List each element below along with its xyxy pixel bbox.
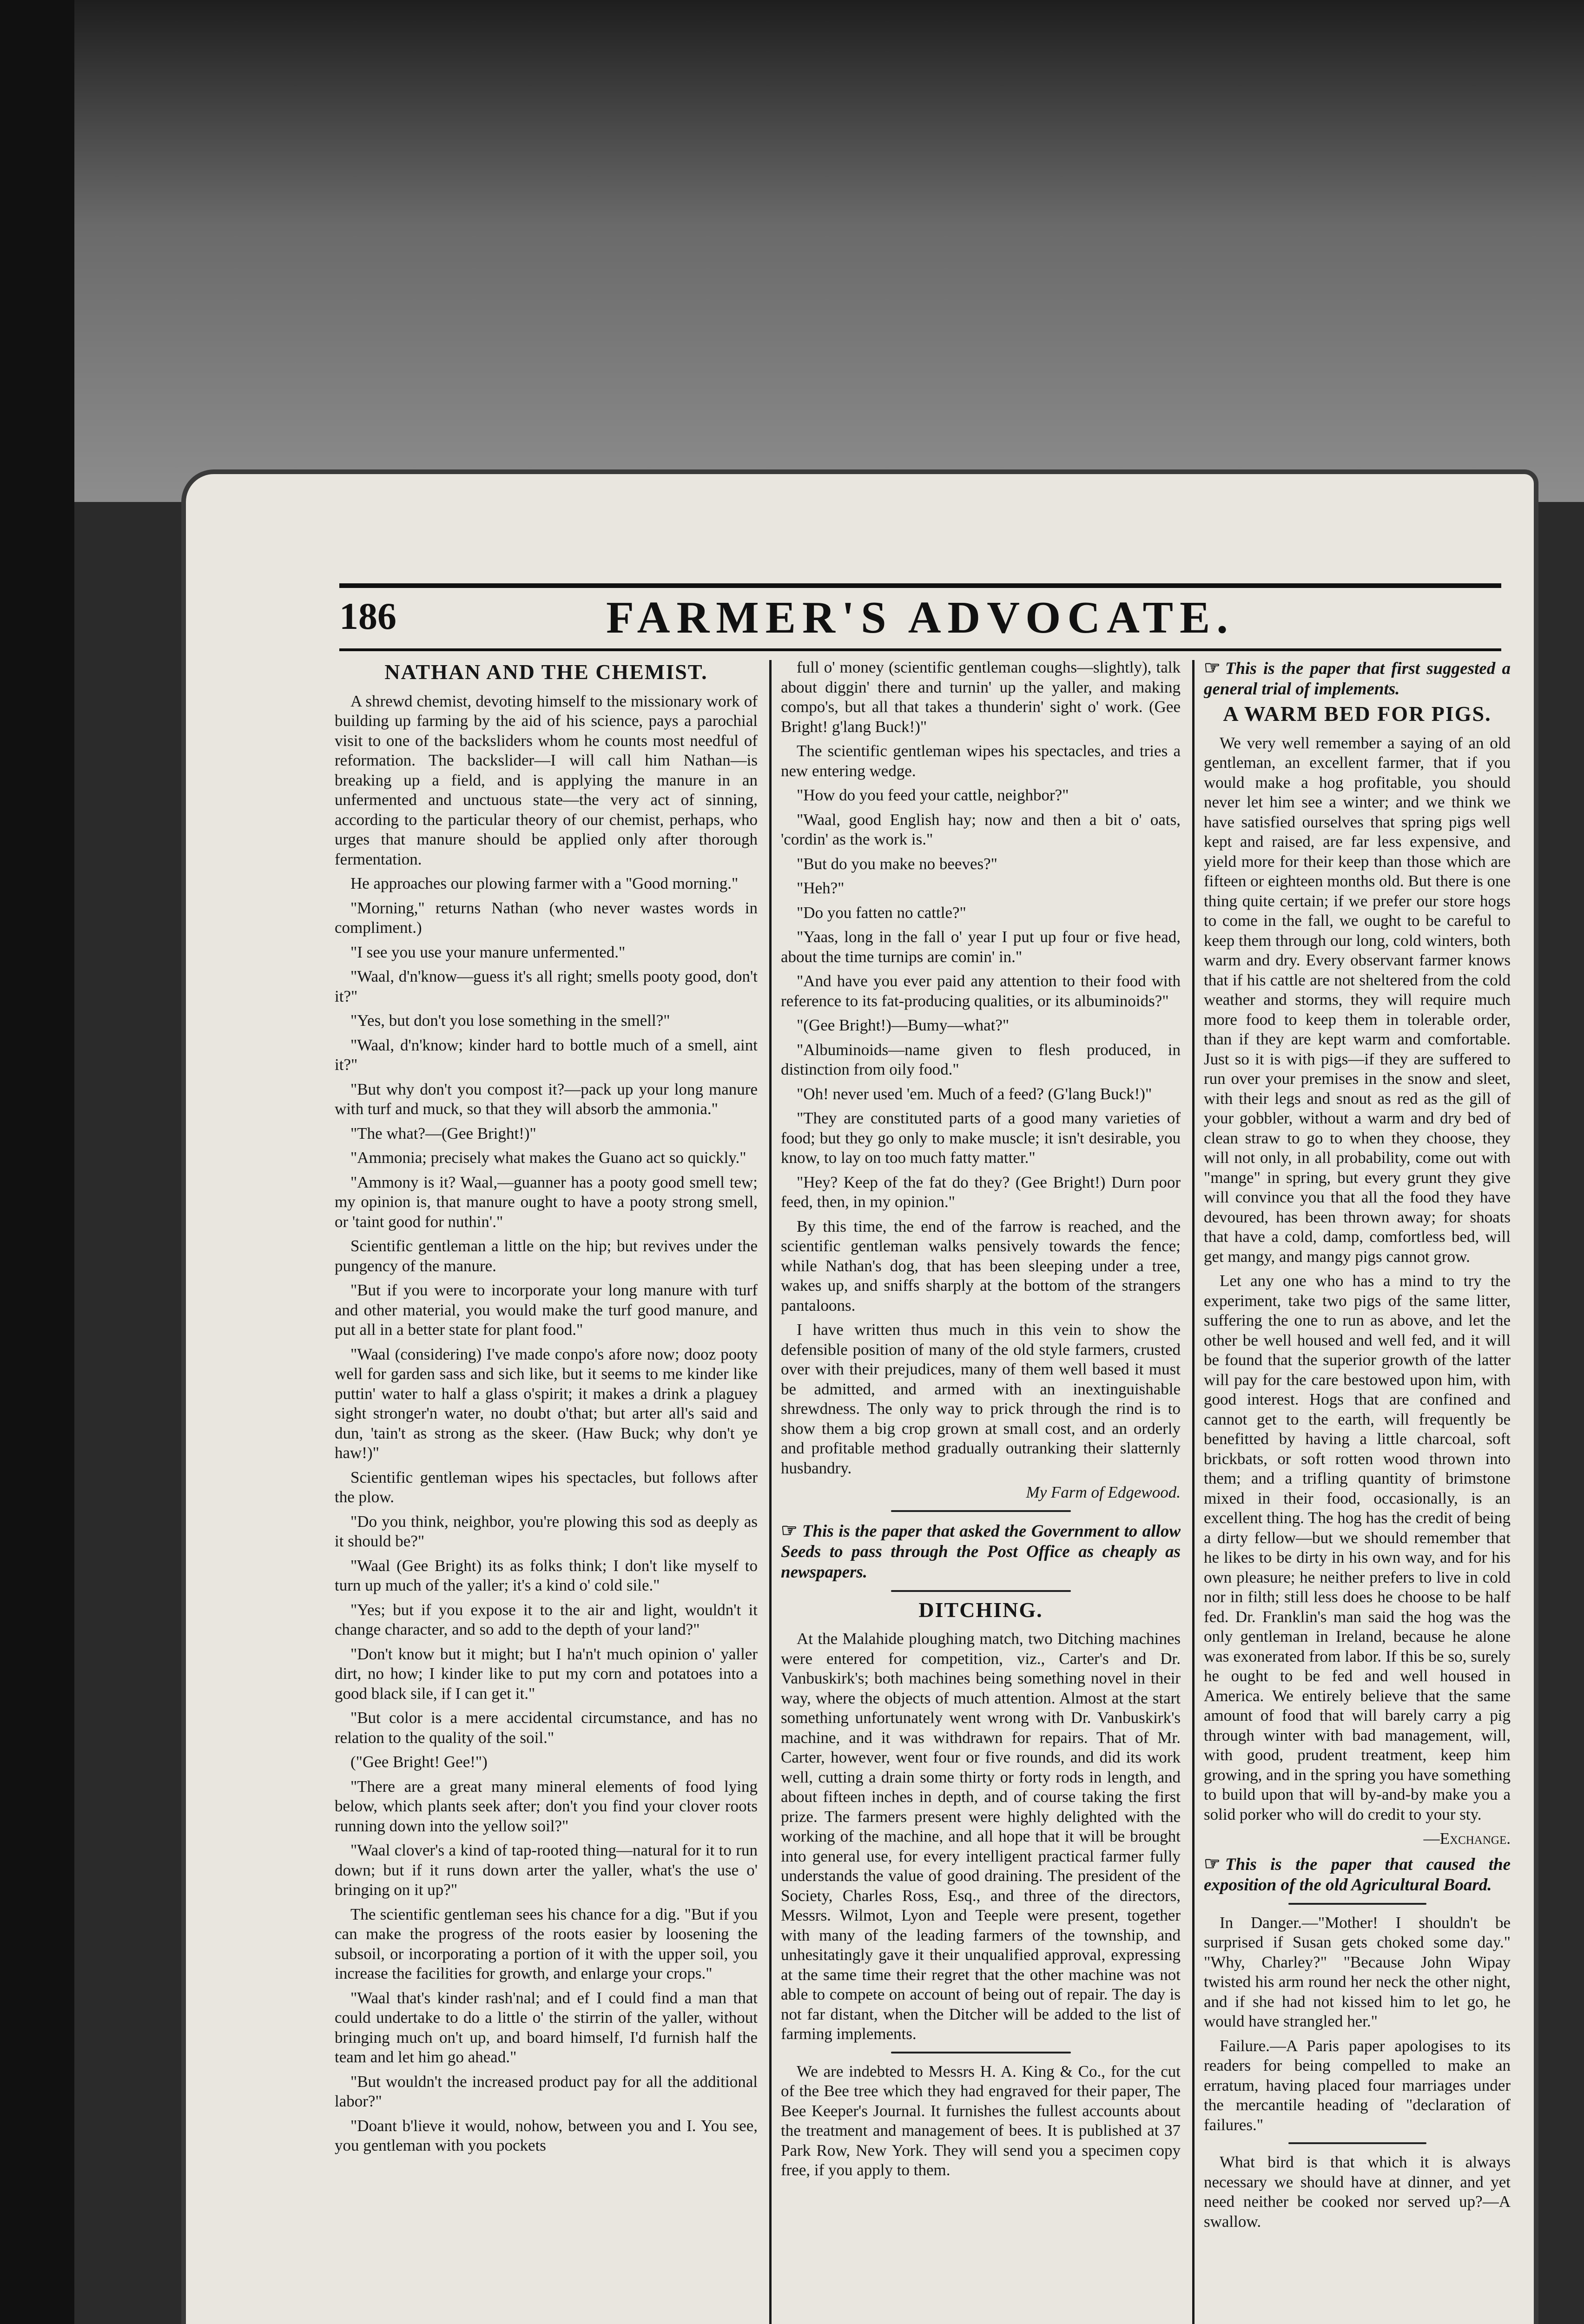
column-rule bbox=[1192, 660, 1195, 2324]
pointing-hand-icon: ☞ bbox=[1204, 1853, 1221, 1874]
separator bbox=[891, 1510, 1071, 1512]
article-paragraph: "Albuminoids—name given to flesh produced, in distinction from oily food." bbox=[781, 1040, 1181, 1078]
article-paragraph: "But do you make no beeves?" bbox=[797, 854, 997, 873]
article-paragraph: By this time, the end of the farrow is reached, and the scientific gentleman walks pensively towards the fence; while Nathan's dog, that has been sleeping under a tree, wakes up, and sniffs sharply at the bottom of the strangers pantaloons. bbox=[781, 1217, 1181, 1314]
article-paragraph: "Heh?" bbox=[797, 879, 845, 897]
article-body bbox=[335, 692, 758, 2156]
article-paragraph: "Yes; but if you expose it to the air and light, wouldn't it change character, and so add to the depth of your land?" bbox=[335, 1600, 758, 1638]
article-paragraph: The scientific gentleman wipes his spectacles, and tries a new entering wedge. bbox=[781, 742, 1181, 780]
article-paragraph: I have written thus much in this vein to show the defensible position of many of the old style farmers, crusted over with their prejudices, many of them well based it must be admitted, and armed with an inextinguishable shrewdness. The only way to prick through the rind is to show them a big crop grown at small cost, and an orderly and profitable method gradually outranking their slatternly husbandry. bbox=[781, 1320, 1181, 1477]
article-paragraph: "Waal that's kinder rash'nal; and ef I could find a man that could undertake to do a little o' the stirrin of the yaller, without bringing much on't up, and board himself, I'd furnish half the team and let him go ahead." bbox=[335, 1988, 758, 2066]
article-paragraph: "Waal (considering) I've made conpo's afore now; dooz pooty well for garden sass and sich like, but it seems to me kinder like puttin' water to half a glass o'spirit; it makes a drink a plaguey sight stronger'n water, no doubt o'that; but arter all's said and dun, 'tain't as strong as the skeer. (Haw Buck; why don't ye haw!)" bbox=[335, 1345, 758, 1462]
article-signoff: My Farm of Edgewood. bbox=[1026, 1483, 1181, 1501]
article-paragraph: "But wouldn't the increased product pay for all the additional labor?" bbox=[335, 2072, 758, 2110]
article-paragraph: "Waal clover's a kind of tap-rooted thing—natural for it to run down; but if it runs down arter the yaller, what's the use o' bringing on it up?" bbox=[335, 1841, 758, 1899]
notice-board: ☞ This is the paper that caused the exposition of the old Agricultural Board. bbox=[1204, 1853, 1511, 1895]
article-paragraph: "Yes, but don't you lose something in the smell?" bbox=[350, 1011, 670, 1030]
article-paragraph: "Don't know but it might; but I ha'n't much opinion o' yaller dirt, no how; I kinder like to put my corn and potatoes into a good black sile, if I can get it." bbox=[335, 1644, 758, 1703]
paper-title: FARMER'S ADVOCATE. bbox=[606, 593, 1234, 643]
article-body bbox=[1204, 733, 1511, 1825]
article-paragraph: "Ammonia; precisely what makes the Guano act so quickly." bbox=[350, 1149, 746, 1167]
column-middle bbox=[781, 658, 1181, 2324]
article-paragraph: A shrewd chemist, devoting himself to the missionary work of building up farming by the aid of his science, pays a parochial visit to one of the backsliders whom he counts most needful of reformation. The backslider—I will call him Nathan—is breaking up a field, and is applying the manure in an unfermented and unctuous state—the very act of sinning, according to the particular theory of our chemist, perhaps, who urges that manure should be applied only after thorough fermentation. bbox=[335, 692, 758, 868]
article-paragraph: "Ammony is it? Waal,—guanner has a pooty good smell tew; my opinion is, that manure ought to have a pooty strong smell, or 'taint good for nuthin'." bbox=[335, 1173, 758, 1231]
article-paragraph: "Yaas, long in the fall o' year I put up four or five head, about the time turnips are comin' in." bbox=[781, 928, 1181, 966]
separator bbox=[1288, 1903, 1426, 1905]
article-paragraph: Scientific gentleman wipes his spectacles, but follows after the plow. bbox=[335, 1468, 758, 1506]
article-paragraph: "But why don't you compost it?—pack up your long manure with turf and muck, so that they will absorb the ammonia." bbox=[335, 1080, 758, 1118]
article-paragraph: We are indebted to Messrs H. A. King & Co., for the cut of the Bee tree which they had engraved for their paper, The Bee Keeper's Journal. It furnishes the fullest accounts about the treatment and management of bees. It is published at 37 Park Row, New York. They will send you a specimen copy free, if you apply to them. bbox=[781, 2062, 1181, 2179]
article-heading: A WARM BED FOR PIGS. bbox=[1223, 702, 1492, 726]
article-paragraph: "Waal (Gee Bright) its as folks think; I don't like myself to turn up much of the yaller; it's a kind o' cold sile." bbox=[335, 1556, 758, 1594]
article-paragraph: "Hey? Keep of the fat do they? (Gee Bright!) Durn poor feed, then, in my opinion." bbox=[781, 1173, 1181, 1211]
separator bbox=[891, 2052, 1071, 2053]
article-paragraph: ("Gee Bright! Gee!") bbox=[350, 1753, 488, 1771]
article-paragraph: "But color is a mere accidental circumstance, and has no relation to the quality of the soil." bbox=[335, 1709, 758, 1747]
page-number: 186 bbox=[339, 595, 396, 637]
article-signoff: —Exchange. bbox=[1423, 1829, 1511, 1848]
article-paragraph: "The what?—(Gee Bright!)" bbox=[350, 1124, 536, 1142]
article-heading: NATHAN AND THE CHEMIST. bbox=[384, 660, 708, 684]
article-paragraph: "Waal, d'n'know; kinder hard to bottle much of a smell, aint it?" bbox=[335, 1036, 758, 1074]
film-backdrop bbox=[0, 0, 1584, 502]
article-paragraph: In Danger.—"Mother! I shouldn't be surprised if Susan gets choked some day." "Why, Charley?" "Because John Wipay twisted his arm round her neck the other night, and if she had not kissed him to let go, he would have strangled her." bbox=[1204, 1913, 1511, 2030]
article-paragraph: "There are a great many mineral elements of food lying below, which plants seek after; don't you find your clover roots running down into the yellow soil?" bbox=[335, 1777, 758, 1835]
column-rule bbox=[769, 660, 772, 2324]
article-body bbox=[781, 658, 1181, 1478]
article-paragraph: "I see you use your manure unfermented." bbox=[350, 943, 626, 961]
article-paragraph: Scientific gentleman a little on the hip; but revives under the pungency of the manure. bbox=[335, 1237, 758, 1275]
article-paragraph: "(Gee Bright!)—Bumy—what?" bbox=[797, 1016, 1010, 1034]
article-paragraph: full o' money (scientific gentleman coughs—slightly), talk about diggin' there and turnin' up the yaller, and making compo's, but all that takes a thunderin' sight o' work. (Gee Bright! g'lang Buck!)" bbox=[781, 658, 1181, 736]
article-paragraph: "Waal, d'n'know—guess it's all right; smells pooty good, don't it?" bbox=[335, 967, 758, 1005]
article-heading: DITCHING. bbox=[918, 1598, 1043, 1622]
separator bbox=[891, 1590, 1071, 1592]
separator bbox=[1288, 2142, 1426, 2144]
article-paragraph: "Doant b'lieve it would, nohow, between you and I. You see, you gentleman with you pockets bbox=[335, 2116, 758, 2154]
notice-seeds: ☞ This is the paper that asked the Government to allow Seeds to pass through the Post Office as cheaply as newspapers. bbox=[781, 1519, 1181, 1582]
masthead bbox=[339, 583, 1501, 651]
article-paragraph: The scientific gentleman sees his chance for a dig. "But if you can make the progress of the roots easier by loosening the subsoil, or incorporating a portion of it with the upper soil, you increase the facilities for growth, and enlarge your crops." bbox=[335, 1905, 758, 1982]
article-paragraph: "Do you think, neighbor, you're plowing this sod as deeply as it should be?" bbox=[335, 1512, 758, 1550]
article-paragraph: Let any one who has a mind to try the experiment, take two pigs of the same litter, suffering the one to run as above, and let the other be well housed and well fed, and it will be found that the superior growth of the latter will pay for the care bestowed upon him, with good interest. Hogs that are confined and cannot get to the earth, will frequently be benefitted by having a little charcoal, soft brickbats, or soft rotten wood thrown into them; and a trifling quantity of brimstone mixed in their food, occasionally, is an excellent thing. The hog has the credit of being a dirty fellow—but we should remember that he likes to be dirty in his own way, and for his own pleasure; he neither prefers to live in cold nor in filth; still less does he choose to be half fed. Dr. Franklin's man said the hog was the only gentleman in Ireland, because he alone was exonerated from labor. If this be so, surely he ought to be fed and well housed in America. We entirely believe that the same amount of food that will barely carry a pig through winter with bad management, will, with good, prudent treatment, keep him growing, and in the spring you have something to build upon that will by-and-by make you a solid porker who will do credit to your sty. bbox=[1204, 1272, 1511, 1823]
article-paragraph: What bird is that which it is always necessary we should have at dinner, and yet need neither be cooked nor served up?—A swallow. bbox=[1204, 2153, 1511, 2231]
article-paragraph: Failure.—A Paris paper apologises to its readers for being compelled to make an erratum, having placed four marriages under the mercantile heading of "declaration of failures." bbox=[1204, 2036, 1511, 2134]
article-paragraph: "But if you were to incorporate your long manure with turf and other material, you would make the turf good manure, and put all in a better state for plant food." bbox=[335, 1281, 758, 1339]
notice-implements: ☞ This is the paper that first suggested a general trial of implements. bbox=[1204, 658, 1511, 699]
article-paragraph: "Oh! never used 'em. Much of a feed? (G'lang Buck!)" bbox=[797, 1084, 1152, 1103]
article-paragraph: "How do you feed your cattle, neighbor?" bbox=[797, 786, 1069, 804]
newspaper-page bbox=[186, 474, 1534, 2324]
pointing-hand-icon: ☞ bbox=[781, 1519, 798, 1541]
column-nathan-and-chemist bbox=[335, 658, 758, 2324]
article-paragraph: "And have you ever paid any attention to their food with reference to its fat-producing qualities, or its albuminoids?" bbox=[781, 972, 1181, 1010]
article-paragraph: He approaches our plowing farmer with a "Good morning." bbox=[350, 874, 739, 892]
article-paragraph: "Waal, good English hay; now and then a bit o' oats, 'cordin' as the work is." bbox=[781, 810, 1181, 848]
article-paragraph: "They are constituted parts of a good many varieties of food; but they go only to make muscle; it isn't desirable, you know, to lay on too much fatty matter." bbox=[781, 1109, 1181, 1167]
column-warm-bed bbox=[1204, 658, 1511, 2324]
article-paragraph: We very well remember a saying of an old gentleman, an excellent farmer, that if you would make a hog profitable, you should never let him see a winter; and we think we have satisfied ourselves that spring pigs well kept and raised, are far less expensive, and yield more for their keep than those which are fifteen or eighteen months old. But there is one thing quite certain; if we prefer our store hogs to come in the fall, we ought to be careful to keep them through our long, cold winters, both warm and dry. Every observant farmer knows that if his cattle are not sheltered from the cold weather and storms, they will require much more food to keep them in tolerable order, than if they are kept warm and comfortable. Just so it is with pigs—if they are suffered to run over your premises in the snow and sleet, with their legs and snout as red as the gill of your gobbler, without a warm and dry bed of clean straw to go to when they choose, they will not only, in all probability, come out with "mange" in spring, but every grunt they give will convince you that all the food they have devoured, has been thrown away; for shoats that have a cold, damp, comfortless bed, will get mangy, and mangy pigs cannot grow. bbox=[1204, 733, 1511, 1266]
film-edge bbox=[0, 0, 74, 2324]
article-paragraph: "Do you fatten no cattle?" bbox=[797, 903, 966, 922]
pointing-hand-icon: ☞ bbox=[1204, 658, 1221, 678]
article-paragraph: At the Malahide ploughing match, two Ditching machines were entered for competition, viz., Carter's and Dr. Vanbuskirk's; both machines being something novel in their way, where the objects of much attention. Almost at the start something unfortunately went wrong with Dr. Vanbuskirk's machine, and it was withdrawn for repairs. That of Mr. Carter, however, went four or five rounds, and did its work well, cutting a drain some thirty or forty rods in length, and about fifteen inches in depth, and of course taking the first prize. The farmers present were highly delighted with the working of the machine, and all hope that it will be brought into general use, for every intelligent practical farmer fully understands the value of good draining. The president of the Society, Charles Ross, Esq., and three of the directors, Messrs. Wilmot, Lyon and Teeple were present, together with many of the leading farmers of the township, and unhesitatingly gave it their unqualified approval, expressing at the same time their regret that the other machine was not able to compete on account of being out of repair. The day is not far distant, when the Ditcher will be added to the list of farming implements. bbox=[781, 1630, 1181, 2043]
article-paragraph: "Morning," returns Nathan (who never wastes words in compliment.) bbox=[335, 898, 758, 937]
